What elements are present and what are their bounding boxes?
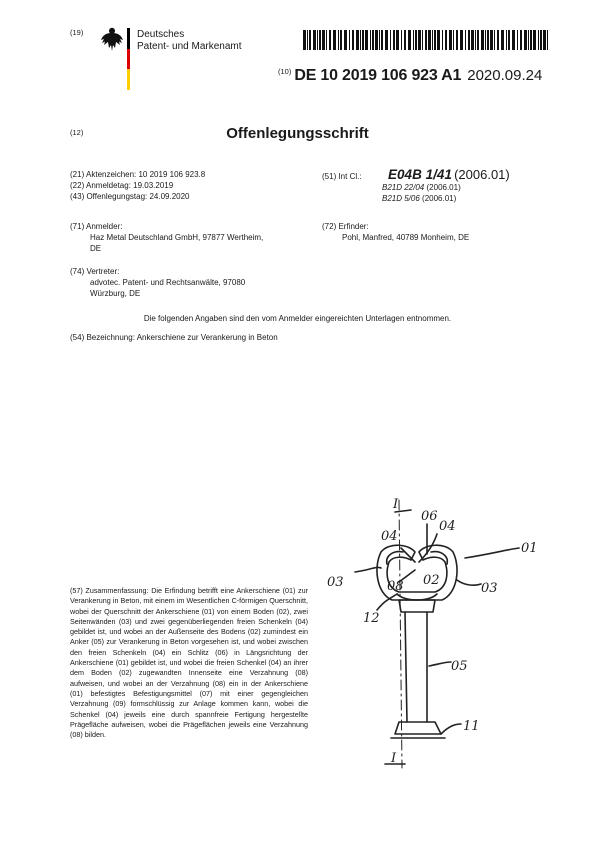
label-01: 01	[521, 541, 538, 556]
barcode-bar	[512, 30, 515, 50]
barcode-bar	[432, 30, 433, 50]
barcode-bar	[319, 30, 321, 50]
label-section-bottom: I	[391, 751, 397, 766]
barcode-bar	[460, 30, 463, 50]
ipc-secondary-version: (2006.01)	[426, 183, 461, 192]
barcode-bar	[449, 30, 452, 50]
office-line-2: Patent- und Markenamt	[137, 41, 242, 52]
barcode-bar	[408, 30, 411, 50]
label-11: 11	[463, 719, 480, 734]
publication-number: DE 10 2019 106 923 A1	[294, 67, 462, 84]
barcode-bar	[453, 30, 454, 50]
barcode-bar	[344, 30, 347, 50]
barcode-bar	[481, 30, 484, 50]
barcode	[303, 30, 551, 50]
barcode-bar	[326, 30, 327, 50]
representative-line-1: advotec. Patent- und Rechtsanwälte, 97080	[90, 278, 246, 287]
flag-stripe-black	[127, 28, 130, 49]
leader-01	[465, 548, 519, 558]
inventor-block	[322, 221, 522, 243]
ipc-secondary-1	[322, 182, 510, 193]
publication-line	[278, 67, 542, 85]
barcode-bar	[471, 30, 474, 50]
barcode-bar	[340, 30, 342, 50]
barcode-bar	[372, 30, 374, 50]
applicant-line-2: DE	[90, 244, 102, 253]
barcode-bar	[313, 30, 316, 50]
barcode-bar	[540, 30, 542, 50]
barcode-bar	[477, 30, 479, 50]
barcode-bar	[385, 30, 388, 50]
barcode-bar	[370, 30, 371, 50]
inventor-name: Pohl, Manfred, 40789 Monheim, DE	[342, 233, 470, 242]
barcode-bar	[356, 30, 359, 50]
ipc-secondary-version: (2006.01)	[422, 194, 457, 203]
anchor-shaft-left	[405, 612, 407, 722]
office-line-1: Deutsches	[137, 29, 185, 40]
barcode-bar	[475, 30, 476, 50]
ipc-main-class: E04B 1/41	[388, 167, 452, 182]
barcode-bar	[434, 30, 436, 50]
label-03-right: 03	[481, 581, 498, 596]
label-section-top: I	[393, 497, 399, 512]
inid-code-12: (12)	[70, 128, 84, 137]
federal-flag-bar	[127, 28, 130, 90]
ipc-secondary-code: B21D 5/06	[382, 194, 420, 203]
barcode-bar	[494, 30, 495, 50]
applicant-label: (71) Anmelder:	[70, 222, 123, 231]
barcode-bar	[322, 30, 325, 50]
ipc-label: (51) Int Cl.:	[322, 172, 362, 181]
inventor-label: (72) Erfinder:	[322, 222, 369, 231]
label-04-left: 04	[381, 529, 398, 544]
barcode-bar	[381, 30, 383, 50]
bibliographic-data-left	[70, 169, 205, 202]
barcode-bar	[547, 30, 548, 50]
barcode-bar	[533, 30, 536, 50]
label-05: 05	[451, 659, 468, 674]
barcode-bar	[428, 30, 431, 50]
barcode-bar	[490, 30, 493, 50]
representative-block	[70, 266, 300, 299]
barcode-bar	[303, 30, 306, 50]
barcode-bar	[508, 30, 510, 50]
barcode-bar	[375, 30, 378, 50]
inid-code-19: (19)	[70, 28, 84, 37]
flag-stripe-gold	[127, 69, 130, 90]
barcode-bar	[365, 30, 368, 50]
barcode-bar	[442, 30, 443, 50]
invention-title: (54) Bezeichnung: Ankerschiene zur Verankerung in Beton	[70, 333, 278, 342]
label-04-right: 04	[439, 519, 456, 534]
publication-date: 2020.09.24	[467, 67, 543, 84]
patent-drawing	[315, 490, 555, 780]
file-number: (21) Aktenzeichen: 10 2019 106 923.8	[70, 170, 206, 179]
representative-line-2: Würzburg, DE	[90, 289, 141, 298]
barcode-bar	[349, 30, 350, 50]
barcode-bar	[393, 30, 395, 50]
ipc-classification	[322, 169, 510, 204]
barcode-bar	[338, 30, 339, 50]
barcode-bar	[352, 30, 354, 50]
barcode-bar	[468, 30, 470, 50]
barcode-bar	[329, 30, 331, 50]
label-08: 08	[387, 579, 404, 594]
barcode-bar	[520, 30, 522, 50]
document-type-title: Offenlegungsschrift	[226, 125, 369, 142]
barcode-bar	[517, 30, 518, 50]
barcode-bar	[404, 30, 406, 50]
rail-floor	[397, 594, 437, 600]
barcode-bar	[360, 30, 361, 50]
label-02: 02	[423, 573, 440, 588]
barcode-bar	[465, 30, 466, 50]
barcode-bar	[317, 30, 318, 50]
barcode-bar	[390, 30, 391, 50]
barcode-bar	[538, 30, 539, 50]
barcode-bar	[506, 30, 507, 50]
applicant-data-notice: Die folgenden Angaben sind den vom Anmelder eingereichten Unterlagen entnommen.	[143, 314, 452, 323]
rail-floor-lower	[399, 600, 435, 612]
applicant-line-1: Haz Metal Deutschland GmbH, 97877 Wertheim,	[90, 233, 264, 242]
barcode-bar	[401, 30, 402, 50]
laid-open-date: (43) Offenlegungstag: 24.09.2020	[70, 192, 190, 201]
barcode-bar	[425, 30, 427, 50]
label-12: 12	[363, 611, 380, 626]
barcode-bar	[445, 30, 447, 50]
barcode-bar	[362, 30, 364, 50]
barcode-bar	[437, 30, 440, 50]
barcode-bar	[530, 30, 532, 50]
barcode-bar	[497, 30, 499, 50]
ipc-secondary-2	[322, 193, 510, 204]
barcode-bar	[333, 30, 336, 50]
barcode-bar	[413, 30, 414, 50]
barcode-bar	[501, 30, 504, 50]
inid-code-10: (10)	[278, 67, 292, 76]
ipc-secondary-code: B21D 22/04	[382, 183, 425, 192]
barcode-bar	[487, 30, 489, 50]
barcode-bar	[422, 30, 423, 50]
barcode-bar	[415, 30, 417, 50]
barcode-bar	[528, 30, 529, 50]
abstract-text: (57) Zusammenfassung: Die Erfindung betrifft eine Ankerschiene (01) zur Verankerung in Beton, mit einem im Wesentlichen C-förmigen Querschnitt, wobei der Querschnitt der Ankerschiene (01) von einem Boden (02), zwei Seitenwänden (03) und zwei gegenüberliegenden freien Schenkeln (04) gebildet ist, und wobei an der Außenseite des Bodens (02) zumindest ein Anker (05) zur Verankerung in Beton vorgesehen ist, und wobei zwischen den freien Schenkeln (04) ein Schlitz (06) in Längsrichtung der Ankerschiene (01) gebildet ist, und wobei die freien Schenkel (04) an ihrer dem Boden (02) zugewandten Innenseite eine Verzahnung (08) aufweisen, und wobei an der Verzahnung (08) ein in der Ankerschiene (01) befestigtes Befestigungsmittel (07) mit einer gegengleichen Verzahnung (09) formschlüssig zur Anlage kommen kann, wobei die Schenkel (04) jeweils eine durch spannfreie Fertigung hergestellte Prägefläche aufweisen, wobei die Prägeflächen jeweils eine Verzahnung (08) bilden.	[70, 586, 308, 740]
barcode-bar	[543, 30, 546, 50]
barcode-bar	[485, 30, 486, 50]
leader-05	[429, 662, 451, 666]
patent-office-name	[137, 29, 242, 53]
barcode-bar	[524, 30, 527, 50]
barcode-bar	[396, 30, 399, 50]
barcode-bar	[307, 30, 308, 50]
leader-11	[441, 724, 461, 734]
barcode-bar	[456, 30, 458, 50]
representative-label: (74) Vertreter:	[70, 267, 120, 276]
ipc-main-version: (2006.01)	[454, 167, 510, 182]
barcode-bar	[418, 30, 421, 50]
label-06: 06	[421, 509, 438, 524]
label-03-left: 03	[327, 575, 344, 590]
federal-eagle-logo	[100, 26, 124, 52]
section-line	[399, 500, 402, 768]
barcode-bar	[379, 30, 380, 50]
leader-03-right	[457, 580, 481, 585]
filing-date: (22) Anmeldetag: 19.03.2019	[70, 181, 174, 190]
flag-stripe-red	[127, 49, 130, 70]
applicant-block	[70, 221, 300, 254]
barcode-bar	[309, 30, 311, 50]
